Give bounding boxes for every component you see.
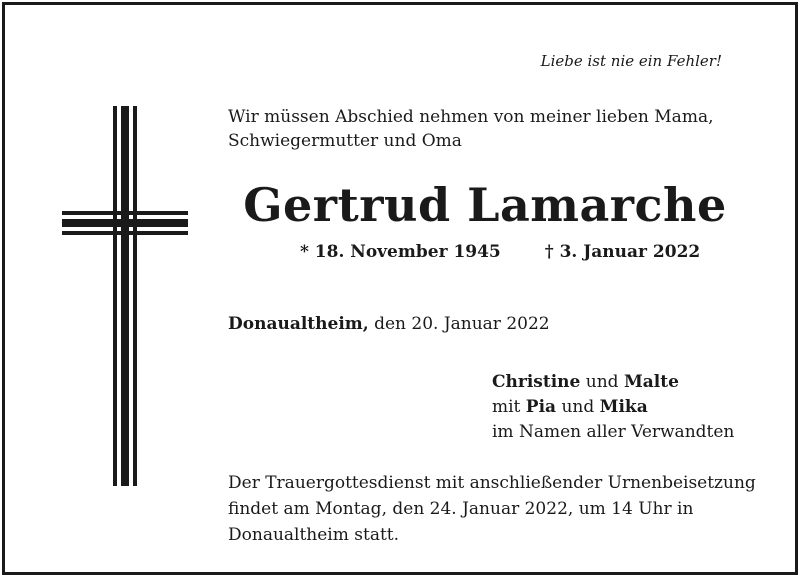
service-line-3: Donaualtheim statt. (228, 525, 400, 545)
family-connector-mit: mit (492, 397, 521, 417)
intro-text (228, 105, 713, 153)
family-name-3: Pia (525, 397, 557, 417)
notice-date: den 20. Januar 2022 (374, 314, 550, 334)
family-line-2 (492, 395, 734, 420)
death-date: † 3. Januar 2022 (544, 242, 701, 262)
family-name-2: Malte (623, 372, 679, 392)
family-line-1 (492, 370, 734, 395)
deceased-name: Gertrud Lamarche (243, 178, 727, 232)
intro-line-1: Wir müssen Abschied nehmen von meiner lieben Mama, (228, 107, 714, 127)
birth-date: * 18. November 1945 (300, 242, 501, 262)
service-info (228, 470, 756, 548)
motto: Liebe ist nie ein Fehler! (540, 52, 722, 70)
life-dates (300, 242, 700, 262)
family-connector-1: und (585, 372, 619, 392)
intro-line-2: Schwiegermutter und Oma (228, 131, 462, 151)
family-line-3: im Namen aller Verwandten (492, 422, 735, 442)
service-line-1: Der Trauergottesdienst mit anschließender Urnenbeisetzung (228, 473, 756, 493)
service-line-2: findet am Montag, den 24. Januar 2022, um 14 Uhr in (228, 499, 694, 519)
family-name-1: Christine (492, 372, 581, 392)
family-signature (492, 370, 734, 445)
family-name-4: Mika (599, 397, 648, 417)
family-connector-2: und (561, 397, 595, 417)
place-name: Donaualtheim, (228, 314, 369, 334)
cross-icon (62, 106, 192, 486)
place-date (228, 314, 550, 334)
